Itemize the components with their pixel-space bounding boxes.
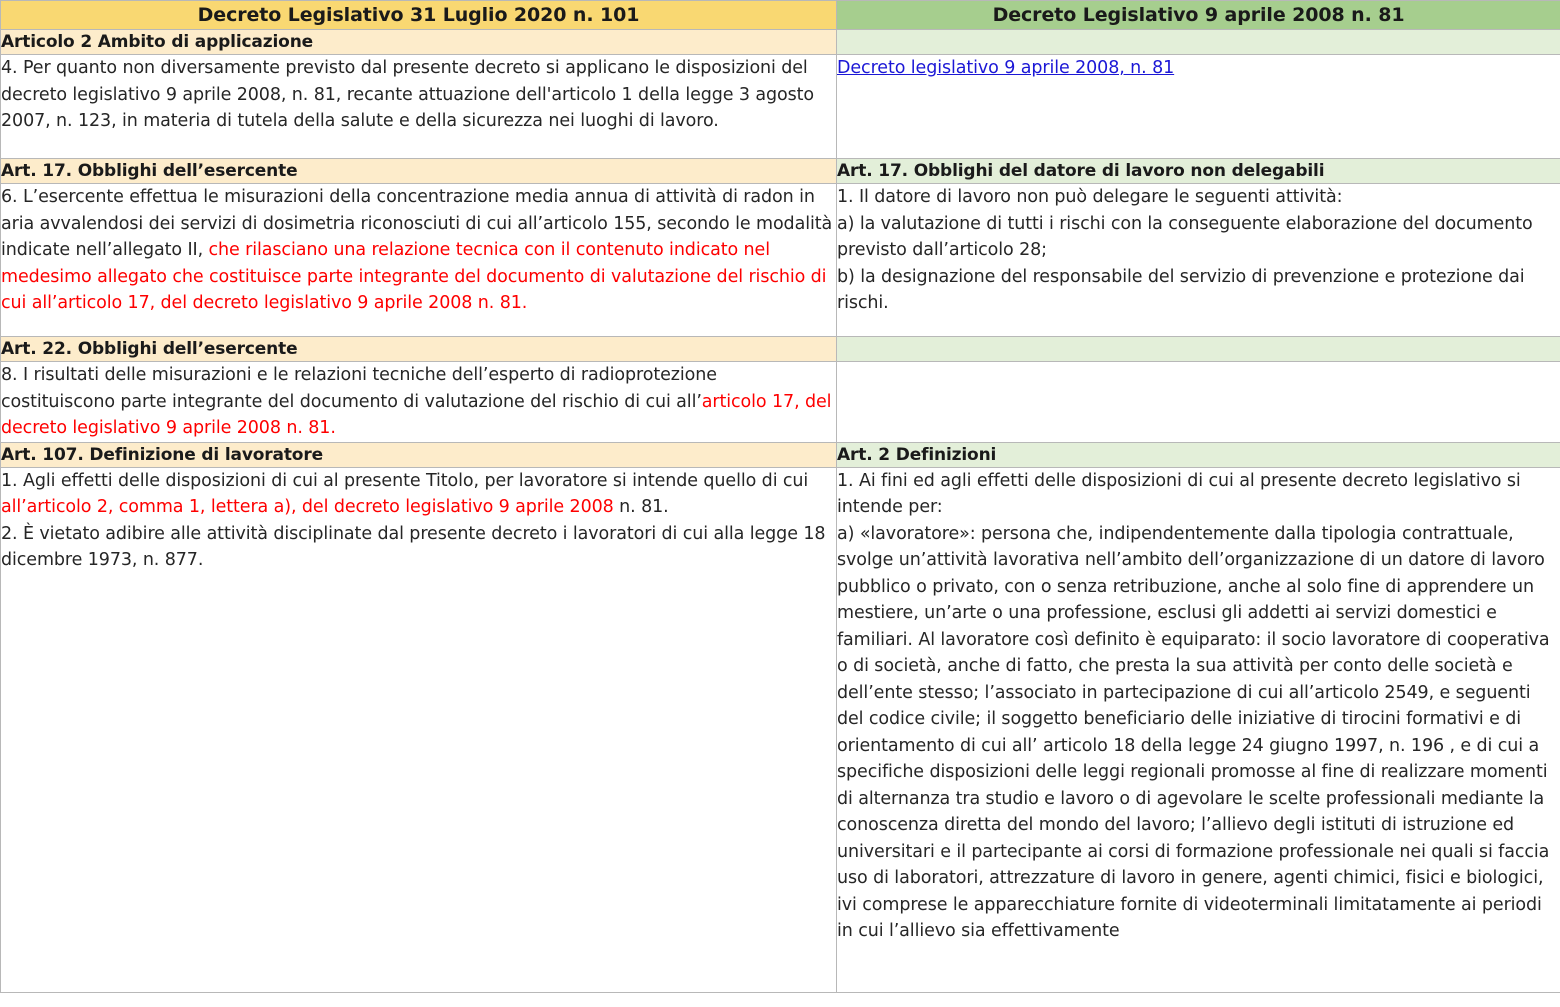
article-heading-art-107-definizione-lavoratore: Art. 107. Definizione di lavoratore: [1, 442, 837, 467]
content-right-art-22-empty: [837, 362, 1560, 443]
paragraph-decreto-link: [837, 55, 1560, 82]
article-heading-row-art-17: [1, 159, 1560, 184]
content-left-art-22: [1, 362, 837, 443]
content-row-articolo-2: [1, 55, 1560, 159]
paragraph-art107-comma-1-highlight: all’articolo 2, comma 1, lettera a), del decreto legislativo 9 aprile 2008: [1, 497, 614, 517]
article-heading-row-art-22: [1, 337, 1560, 362]
paragraph-art107-comma-1-plain-end: n. 81.: [613, 497, 669, 517]
content-row-art-22: [1, 362, 1560, 443]
content-right-articolo-2: [837, 55, 1560, 159]
paragraph-art107-comma-1: [1, 468, 836, 521]
article-heading-art-22-right-empty: [837, 337, 1560, 362]
paragraph-comma-8-highlight: articolo 17, del decreto legislativo 9 aprile 2008 n. 81.: [1, 391, 832, 438]
content-row-art-107: [1, 467, 1560, 992]
paragraph-art2-comma-1: 1. Ai fini ed agli effetti delle disposizioni di cui al presente decreto legislativo si intende per:: [837, 470, 1521, 517]
paragraph-art17-lettera-b: b) la designazione del responsabile del servizio di prevenzione e protezione dai rischi.: [837, 266, 1525, 313]
article-heading-row-articolo-2: [1, 30, 1560, 55]
paragraph-art2-lettera-a: a) «lavoratore»: persona che, indipendentemente dalla tipologia contrattuale, svolge un’attività lavorativa nell’ambito dell’organizzazione di un datore di lavoro pubblico o privato, con o senza retribuzione, anche al solo fine di apprendere un mestiere, un’arte o una professione, esclusi gli addetti ai servizi domestici e familiari. Al lavoratore così definito è equiparato: il socio lavoratore di cooperativa o di società, anche di fatto, che presta la sua attività per conto delle società e dell’ente stesso; l’associato in partecipazione di cui all’articolo 2549, e seguenti del codice civile; il soggetto beneficiario delle iniziative di tirocini formativi e di orientamento di cui all’ articolo 18 della legge 24 giugno 1997, n. 196 , e di cui a specifiche disposizioni delle leggi regionali promosse al fine di realizzare momenti di alternanza tra studio e lavoro o di agevolare le scelte professionali mediante la conoscenza diretta del mondo del lavoro; l’allievo degli istituti di istruzione ed universitari e il partecipante ai corsi di formazione professionale nei quali si faccia uso di laboratori, attrezzature di lavoro in genere, agenti chimici, fisici e biologici, ivi comprese le apparecchiature fornite di videoterminali limitatamente ai periodi in cui l’allievo sia effettivamente: [837, 523, 1550, 941]
article-heading-articolo-2: Articolo 2 Ambito di applicazione: [1, 30, 837, 55]
paragraph-comma-8: [1, 362, 836, 442]
content-row-art-17: [1, 184, 1560, 337]
article-heading-right-empty: [837, 30, 1560, 55]
paragraph-comma-6-plain: 6. L’esercente effettua le misurazioni della concentrazione media annua di attività di radon in aria avvalendosi dei servizi di dosimetria riconosciuti di cui all’articolo 155, secondo le modalità indicate nell’allegato II,: [1, 187, 833, 260]
article-heading-art-22-esercente: Art. 22. Obblighi dell’esercente: [1, 337, 837, 362]
paragraph-comma-4: 4. Per quanto non diversamente previsto dal presente decreto si applicano le disposizioni del decreto legislativo 9 aprile 2008, n. 81, recante attuazione dell'articolo 1 della legge 3 agosto 2007, n. 123, in materia di tutela della salute e della sicurezza nei luoghi di lavoro.: [1, 58, 815, 131]
paragraph-art17-lettera-a: a) la valutazione di tutti i rischi con la conseguente elaborazione del documento previsto dall’articolo 28;: [837, 213, 1533, 260]
table-header-row: [1, 1, 1560, 30]
content-left-articolo-2: [1, 55, 837, 159]
paragraph-art107-comma-1-plain-start: 1. Agli effetti delle disposizioni di cui al presente Titolo, per lavoratore si intende quello di cui: [1, 470, 809, 491]
content-right-art-2: [837, 467, 1560, 992]
paragraph-comma-6-highlight: che rilasciano una relazione tecnica con il contenuto indicato nel medesimo allegato che costituisce parte integrante del documento di valutazione del rischio di cui all’articolo 17, del decreto legislativo 9 aprile 2008 n. 81.: [1, 240, 827, 313]
paragraph-comma-8-plain: 8. I risultati delle misurazioni e le relazioni tecniche dell’esperto di radioprotezione costituiscono parte integrante del documento di valutazione del rischio di cui all’: [1, 365, 717, 412]
paragraph-art17-comma-1: 1. Il datore di lavoro non può delegare le seguenti attività:: [837, 187, 1343, 207]
article-heading-row-art-107: [1, 442, 1560, 467]
link-decreto-legislativo-81[interactable]: Decreto legislativo 9 aprile 2008, n. 81: [837, 58, 1175, 78]
paragraph-art107-comma-2: 2. È vietato adibire alle attività disciplinate dal presente decreto i lavoratori di cui alla legge 18 dicembre 1973, n. 877.: [1, 523, 826, 570]
article-heading-art-17-esercente: Art. 17. Obblighi dell’esercente: [1, 159, 837, 184]
content-left-art-107: [1, 467, 837, 992]
article-heading-art-2-definizioni: Art. 2 Definizioni: [837, 442, 1560, 467]
paragraph-comma-6: [1, 184, 836, 317]
content-left-art-17: [1, 184, 837, 337]
header-left-decreto-101: Decreto Legislativo 31 Luglio 2020 n. 101: [1, 1, 837, 30]
content-right-art-17: [837, 184, 1560, 337]
article-heading-art-17-datore-lavoro: Art. 17. Obblighi del datore di lavoro non delegabili: [837, 159, 1560, 184]
header-right-decreto-81: Decreto Legislativo 9 aprile 2008 n. 81: [837, 1, 1560, 30]
